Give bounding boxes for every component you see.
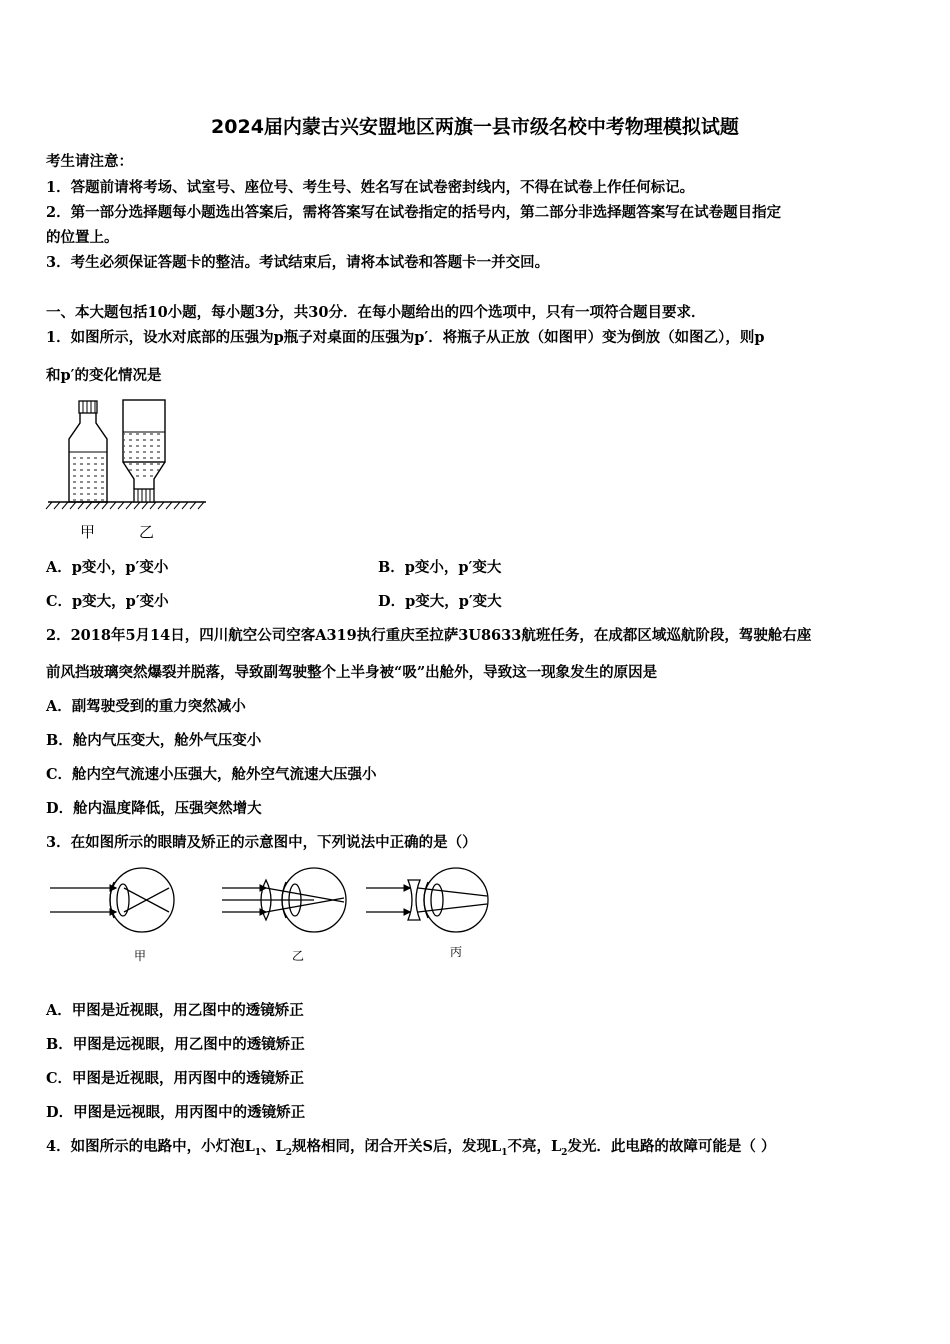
eye-bing [366, 868, 488, 932]
q1-option-c[interactable]: C．p变大，p′变小 [46, 593, 169, 610]
q1-option-a[interactable]: A．p变小，p′变小 [46, 559, 169, 576]
notice-item-3: 3．考生必须保证答题卡的整洁。考试结束后，请将本试卷和答题卡一并交回。 [46, 254, 550, 271]
q1-stem-line1: 1．如图所示，设水对底部的压强为p瓶子对桌面的压强为p′．将瓶子从正放（如图甲）变为倒放（如图乙），则p [46, 329, 765, 346]
q2-option-a[interactable]: A．副驾驶受到的重力突然减小 [46, 698, 246, 715]
q3-option-c[interactable]: C．甲图是近视眼，用丙图中的透镜矫正 [46, 1070, 305, 1087]
eye-yi [222, 868, 346, 932]
q3-option-b[interactable]: B．甲图是远视眼，用乙图中的透镜矫正 [46, 1036, 305, 1053]
q3-fig-label-jia: 甲 [134, 949, 147, 963]
q2-option-b[interactable]: B．舱内气压变大，舱外气压变小 [46, 732, 262, 749]
q3-fig-label-yi: 乙 [292, 949, 305, 963]
q1-option-d[interactable]: D．p变大，p′变大 [378, 593, 502, 610]
section-heading: 一、本大题包括10小题，每小题3分，共30分．在每小题给出的四个选项中，只有一项符合题目要求． [46, 304, 706, 321]
q3-eyes-figure [44, 860, 504, 970]
bottle-inverted [123, 400, 165, 502]
q1-bottles-figure [44, 395, 214, 545]
q1-option-b[interactable]: B．p变小，p′变大 [378, 559, 502, 576]
q2-stem-line2: 前风挡玻璃突然爆裂并脱落，导致副驾驶整个上半身被“吸”出舱外，导致这一现象发生的原因是 [46, 664, 658, 681]
eye-jia [50, 868, 174, 932]
q4-stem: 4．如图所示的电路中，小灯泡$L_1$、$L_2$规格相同，闭合开关S后，发现$L_1$不亮，$L_2$发光．此电路的故障可能是（ ） [46, 1138, 776, 1158]
q3-stem: 3．在如图所示的眼睛及矫正的示意图中，下列说法中正确的是（） [46, 834, 477, 851]
page-title: 2024届内蒙古兴安盟地区两旗一县市级名校中考物理模拟试题 [211, 116, 739, 138]
q1-fig-label-jia: 甲 [80, 523, 96, 541]
q2-option-c[interactable]: C．舱内空气流速小压强大，舱外空气流速大压强小 [46, 766, 377, 783]
q2-stem-line1: 2．2018年5月14日，四川航空公司空客A319执行重庆至拉萨3U8633航班任务，在成都区域巡航阶段，驾驶舱右座 [46, 627, 812, 644]
notice-heading: 考生请注意： [46, 153, 133, 170]
q3-option-a[interactable]: A．甲图是近视眼，用乙图中的透镜矫正 [46, 1002, 304, 1019]
q3-option-d[interactable]: D．甲图是远视眼，用丙图中的透镜矫正 [46, 1104, 306, 1121]
q2-option-d[interactable]: D．舱内温度降低，压强突然增大 [46, 800, 262, 817]
q1-stem-line2: 和p′的变化情况是 [46, 367, 162, 384]
notice-item-2-cont: 的位置上。 [46, 229, 119, 246]
notice-item-1: 1．答题前请将考场、试室号、座位号、考生号、姓名写在试卷密封线内，不得在试卷上作任何标记。 [46, 179, 695, 196]
q1-fig-label-yi: 乙 [139, 523, 155, 541]
q3-fig-label-bing: 丙 [450, 945, 463, 959]
bottle-upright [69, 401, 107, 502]
notice-item-2: 2．第一部分选择题每小题选出答案后，需将答案写在试卷指定的括号内，第二部分非选择题答案写在试卷题目指定 [46, 204, 782, 221]
